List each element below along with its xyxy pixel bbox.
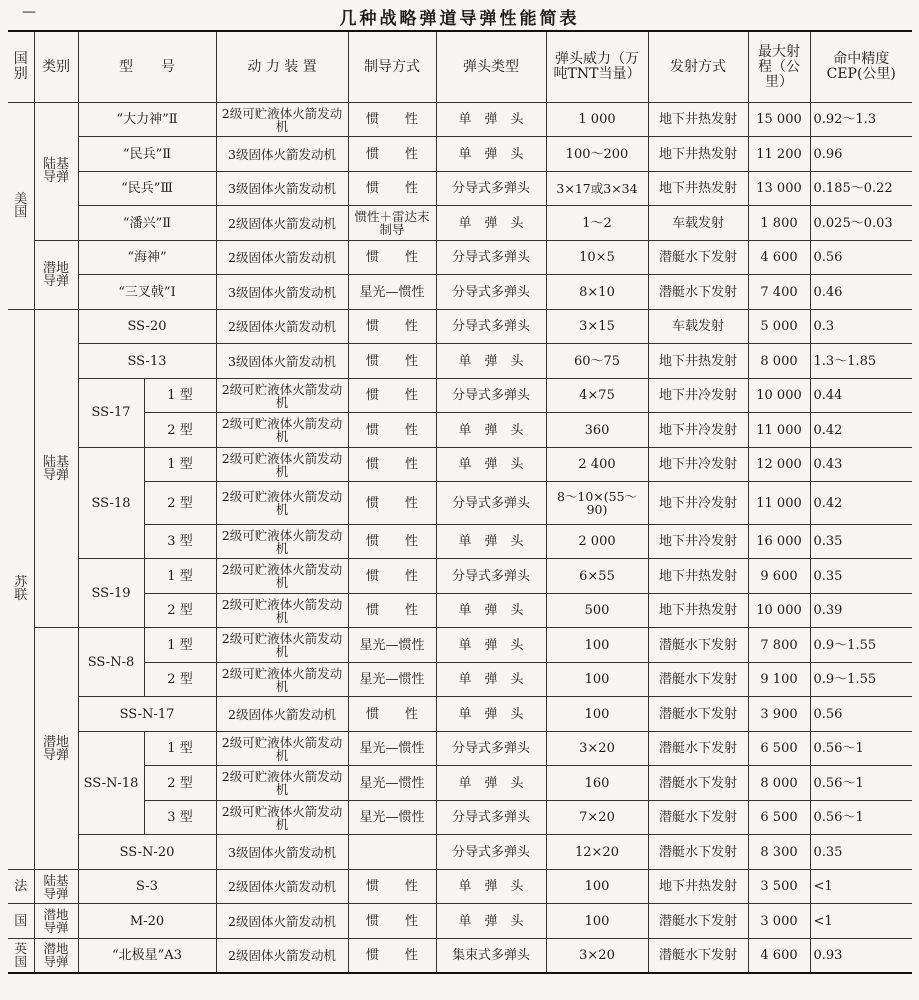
launch-cell: 地下井冷发射 [648,447,748,481]
model-cell: 1 型 [144,731,216,765]
guidance-cell: 星光—惯性 [348,275,436,309]
range-cell: 9 100 [748,662,810,696]
range-cell: 5 000 [748,309,810,343]
model-cell: “民兵”Ⅲ [78,171,216,205]
model-cell: SS-13 [78,344,216,378]
model-cell: 2 型 [144,662,216,696]
header-yield: 弹头威力（万吨TNT当量） [546,31,648,103]
yield-cell: 10×5 [546,240,648,274]
launch-cell: 潜艇水下发射 [648,800,748,834]
range-cell: 6 500 [748,731,810,765]
yield-cell: 3×20 [546,938,648,973]
header-guidance: 制导方式 [348,31,436,103]
model-cell: SS-N-20 [78,835,216,869]
guidance-cell: 惯 性 [348,869,436,903]
yield-cell: 100 [546,869,648,903]
warhead-cell: 单 弹 头 [436,593,546,627]
yield-cell: 12×20 [546,835,648,869]
table-row [8,869,912,903]
cep-cell: <1 [810,869,912,903]
guidance-cell: 惯 性 [348,482,436,525]
model-cell: 2 型 [144,593,216,627]
guidance-cell: 惯 性 [348,344,436,378]
table-row [8,171,912,205]
launch-cell: 地下井冷发射 [648,413,748,447]
warhead-cell: 集束式多弹头 [436,938,546,973]
guidance-cell: 惯 性 [348,413,436,447]
table-row [8,524,912,558]
launch-cell: 潜艇水下发射 [648,938,748,973]
range-cell: 12 000 [748,447,810,481]
cep-cell: 0.35 [810,524,912,558]
group-ss18: SS-18 [78,447,144,559]
model-cell: 3 型 [144,800,216,834]
cep-cell: 0.56 [810,697,912,731]
warhead-cell: 分导式多弹头 [436,559,546,593]
cep-cell: 0.35 [810,559,912,593]
yield-cell: 100～200 [546,137,648,171]
yield-cell: 100 [546,628,648,662]
warhead-cell: 单 弹 头 [436,869,546,903]
model-cell: “大力神”Ⅱ [78,103,216,137]
model-cell: 1 型 [144,628,216,662]
table-row [8,835,912,869]
power-cell: 2级可贮液体火箭发动机 [216,413,348,447]
warhead-cell: 单 弹 头 [436,103,546,137]
guidance-cell: 惯性＋雷达末制导 [348,206,436,240]
yield-cell: 2 000 [546,524,648,558]
model-cell: “潘兴”Ⅱ [78,206,216,240]
model-cell: SS-N-17 [78,697,216,731]
table-row [8,628,912,662]
group-ssn18: SS-N-18 [78,731,144,834]
country-fr-a: 法 [8,869,34,903]
guidance-cell: 星光—惯性 [348,800,436,834]
warhead-cell: 分导式多弹头 [436,835,546,869]
range-cell: 8 000 [748,766,810,800]
warhead-cell: 分导式多弹头 [436,482,546,525]
guidance-cell: 星光—惯性 [348,731,436,765]
range-cell: 1 800 [748,206,810,240]
power-cell: 3级固体火箭发动机 [216,835,348,869]
range-cell: 8 000 [748,344,810,378]
guidance-cell: 星光—惯性 [348,662,436,696]
model-cell: 1 型 [144,559,216,593]
guidance-cell: 惯 性 [348,524,436,558]
warhead-cell: 单 弹 头 [436,697,546,731]
yield-cell: 360 [546,413,648,447]
launch-cell: 地下井热发射 [648,171,748,205]
range-cell: 10 000 [748,593,810,627]
warhead-cell: 分导式多弹头 [436,275,546,309]
launch-cell: 潜艇水下发射 [648,904,748,938]
header-category: 类别 [34,31,78,103]
yield-cell: 100 [546,697,648,731]
table-title: 几种战略弹道导弹性能简表 [339,9,580,29]
launch-cell: 潜艇水下发射 [648,835,748,869]
yield-cell: 3×20 [546,731,648,765]
yield-cell: 6×55 [546,559,648,593]
yield-cell: 60～75 [546,344,648,378]
group-ss19: SS-19 [78,559,144,628]
warhead-cell: 分导式多弹头 [436,309,546,343]
power-cell: 3级固体火箭发动机 [216,344,348,378]
cep-cell: 0.9～1.55 [810,628,912,662]
header-power: 动 力 装 置 [216,31,348,103]
power-cell: 2级可贮液体火箭发动机 [216,766,348,800]
launch-cell: 潜艇水下发射 [648,628,748,662]
power-cell: 2级固体火箭发动机 [216,904,348,938]
cep-cell: 0.185～0.22 [810,171,912,205]
power-cell: 2级固体火箭发动机 [216,869,348,903]
model-cell: “海神” [78,240,216,274]
group-ss17: SS-17 [78,378,144,447]
header-country: 国别 [8,31,34,103]
power-cell: 3级固体火箭发动机 [216,275,348,309]
guidance-cell: 惯 性 [348,593,436,627]
yield-cell: 4×75 [546,378,648,412]
cep-cell: 0.9～1.55 [810,662,912,696]
category-fr-sub: 潜地导弹 [34,904,78,938]
table-row [8,275,912,309]
power-cell: 2级固体火箭发动机 [216,206,348,240]
table-row [8,482,912,525]
range-cell: 7 800 [748,628,810,662]
model-cell: M-20 [78,904,216,938]
launch-cell: 地下井热发射 [648,593,748,627]
warhead-cell: 分导式多弹头 [436,240,546,274]
table-row [8,309,912,343]
power-cell: 2级可贮液体火箭发动机 [216,378,348,412]
power-cell: 2级固体火箭发动机 [216,309,348,343]
range-cell: 4 600 [748,938,810,973]
warhead-cell: 单 弹 头 [436,206,546,240]
category-ussr-land: 陆基导弹 [34,309,78,627]
table-row [8,731,912,765]
guidance-cell: 惯 性 [348,137,436,171]
table-row [8,103,912,137]
guidance-cell: 惯 性 [348,938,436,973]
model-cell: 3 型 [144,524,216,558]
cep-cell: 0.025～0.03 [810,206,912,240]
launch-cell: 地下井热发射 [648,103,748,137]
range-cell: 15 000 [748,103,810,137]
power-cell: 3级固体火箭发动机 [216,171,348,205]
range-cell: 9 600 [748,559,810,593]
header-launch: 发射方式 [648,31,748,103]
table-row [8,413,912,447]
warhead-cell: 单 弹 头 [436,662,546,696]
country-uk: 英国 [8,938,34,973]
launch-cell: 地下井热发射 [648,344,748,378]
table-row [8,593,912,627]
range-cell: 6 500 [748,800,810,834]
table-row [8,447,912,481]
power-cell: 2级可贮液体火箭发动机 [216,593,348,627]
launch-cell: 地下井热发射 [648,137,748,171]
category-uk-sub: 潜地导弹 [34,938,78,973]
model-cell: 1 型 [144,378,216,412]
header-range: 最大射程（公里） [748,31,810,103]
cep-cell: 0.35 [810,835,912,869]
table-row [8,240,912,274]
power-cell: 2级固体火箭发动机 [216,697,348,731]
model-cell: 2 型 [144,482,216,525]
power-cell: 2级可贮液体火箭发动机 [216,800,348,834]
warhead-cell: 单 弹 头 [436,413,546,447]
cep-cell: <1 [810,904,912,938]
warhead-cell: 单 弹 头 [436,137,546,171]
table-row [8,137,912,171]
launch-cell: 地下井热发射 [648,559,748,593]
cep-cell: 0.42 [810,482,912,525]
yield-cell: 3×17或3×34 [546,171,648,205]
model-cell: 1 型 [144,447,216,481]
cep-cell: 0.56～1 [810,766,912,800]
cep-cell: 0.96 [810,137,912,171]
guidance-cell: 惯 性 [348,378,436,412]
country-us: 美 国 [8,103,34,310]
table-row [8,559,912,593]
table-row [8,662,912,696]
warhead-cell: 分导式多弹头 [436,378,546,412]
model-cell: “北极星”A3 [78,938,216,973]
launch-cell: 地下井冷发射 [648,482,748,525]
power-cell: 2级可贮液体火箭发动机 [216,482,348,525]
power-cell: 2级固体火箭发动机 [216,938,348,973]
launch-cell: 潜艇水下发射 [648,766,748,800]
warhead-cell: 单 弹 头 [436,524,546,558]
table-row [8,206,912,240]
power-cell: 2级可贮液体火箭发动机 [216,731,348,765]
launch-cell: 车载发射 [648,309,748,343]
launch-cell: 潜艇水下发射 [648,697,748,731]
table-row [8,697,912,731]
power-cell: 3级固体火箭发动机 [216,137,348,171]
cep-cell: 0.43 [810,447,912,481]
range-cell: 11 200 [748,137,810,171]
range-cell: 16 000 [748,524,810,558]
yield-cell: 8～10×(55～90) [546,482,648,525]
model-cell: 2 型 [144,413,216,447]
cep-cell: 0.46 [810,275,912,309]
guidance-cell: 星光—惯性 [348,628,436,662]
launch-cell: 车载发射 [648,206,748,240]
category-us-sub: 潜地导弹 [34,240,78,309]
launch-cell: 潜艇水下发射 [648,240,748,274]
yield-cell: 1 000 [546,103,648,137]
yield-cell: 100 [546,662,648,696]
cep-cell: 0.56～1 [810,800,912,834]
warhead-cell: 单 弹 头 [436,447,546,481]
range-cell: 3 000 [748,904,810,938]
power-cell: 2级固体火箭发动机 [216,240,348,274]
range-cell: 8 300 [748,835,810,869]
power-cell: 2级可贮液体火箭发动机 [216,524,348,558]
warhead-cell: 单 弹 头 [436,904,546,938]
guidance-cell: 惯 性 [348,103,436,137]
yield-cell: 100 [546,904,648,938]
country-fr-b: 国 [8,904,34,938]
warhead-cell: 单 弹 头 [436,766,546,800]
warhead-cell: 分导式多弹头 [436,171,546,205]
cep-cell: 0.56 [810,240,912,274]
cep-cell: 0.93 [810,938,912,973]
yield-cell: 7×20 [546,800,648,834]
cep-cell: 0.42 [810,413,912,447]
launch-cell: 潜艇水下发射 [648,662,748,696]
category-fr-land: 陆基导弹 [34,869,78,903]
launch-cell: 地下井冷发射 [648,378,748,412]
guidance-cell [348,835,436,869]
corner-mark: — [22,4,36,20]
missile-performance-table [8,30,912,974]
model-cell: “三叉戟”Ⅰ [78,275,216,309]
range-cell: 4 600 [748,240,810,274]
cep-cell: 1.3～1.85 [810,344,912,378]
range-cell: 3 500 [748,869,810,903]
warhead-cell: 分导式多弹头 [436,731,546,765]
guidance-cell: 惯 性 [348,447,436,481]
range-cell: 11 000 [748,413,810,447]
guidance-cell: 惯 性 [348,171,436,205]
range-cell: 10 000 [748,378,810,412]
cep-cell: 0.56～1 [810,731,912,765]
header-warhead-type: 弹头类型 [436,31,546,103]
range-cell: 3 900 [748,697,810,731]
guidance-cell: 惯 性 [348,309,436,343]
cep-cell: 0.3 [810,309,912,343]
yield-cell: 1～2 [546,206,648,240]
table-row [8,378,912,412]
model-cell: 2 型 [144,766,216,800]
model-cell: S-3 [78,869,216,903]
table-row [8,766,912,800]
model-cell: “民兵”Ⅱ [78,137,216,171]
power-cell: 2级可贮液体火箭发动机 [216,559,348,593]
guidance-cell: 惯 性 [348,240,436,274]
power-cell: 2级可贮液体火箭发动机 [216,662,348,696]
yield-cell: 3×15 [546,309,648,343]
cep-cell: 0.44 [810,378,912,412]
power-cell: 2级可贮液体火箭发动机 [216,628,348,662]
yield-cell: 8×10 [546,275,648,309]
launch-cell: 地下井热发射 [648,869,748,903]
guidance-cell: 惯 性 [348,697,436,731]
guidance-cell: 惯 性 [348,559,436,593]
range-cell: 11 000 [748,482,810,525]
power-cell: 2级可贮液体火箭发动机 [216,447,348,481]
yield-cell: 2 400 [546,447,648,481]
launch-cell: 潜艇水下发射 [648,275,748,309]
guidance-cell: 惯 性 [348,904,436,938]
group-ssn8: SS-N-8 [78,628,144,697]
warhead-cell: 单 弹 头 [436,344,546,378]
header-cep: 命中精度CEP(公里) [810,31,912,103]
country-ussr: 苏 联 [8,309,34,869]
model-cell: SS-20 [78,309,216,343]
warhead-cell: 单 弹 头 [436,628,546,662]
table-row [8,800,912,834]
power-cell: 2级可贮液体火箭发动机 [216,103,348,137]
header-model: 型 号 [78,31,216,103]
category-ussr-sub: 潜地导弹 [34,628,78,869]
header-row [8,31,912,103]
launch-cell: 潜艇水下发射 [648,731,748,765]
table-row [8,344,912,378]
range-cell: 7 400 [748,275,810,309]
yield-cell: 160 [546,766,648,800]
table-row [8,938,912,973]
guidance-cell: 星光—惯性 [348,766,436,800]
range-cell: 13 000 [748,171,810,205]
cep-cell: 0.39 [810,593,912,627]
yield-cell: 500 [546,593,648,627]
category-us-land: 陆基导弹 [34,103,78,241]
warhead-cell: 分导式多弹头 [436,800,546,834]
cep-cell: 0.92～1.3 [810,103,912,137]
table-row [8,904,912,938]
launch-cell: 地下井冷发射 [648,524,748,558]
